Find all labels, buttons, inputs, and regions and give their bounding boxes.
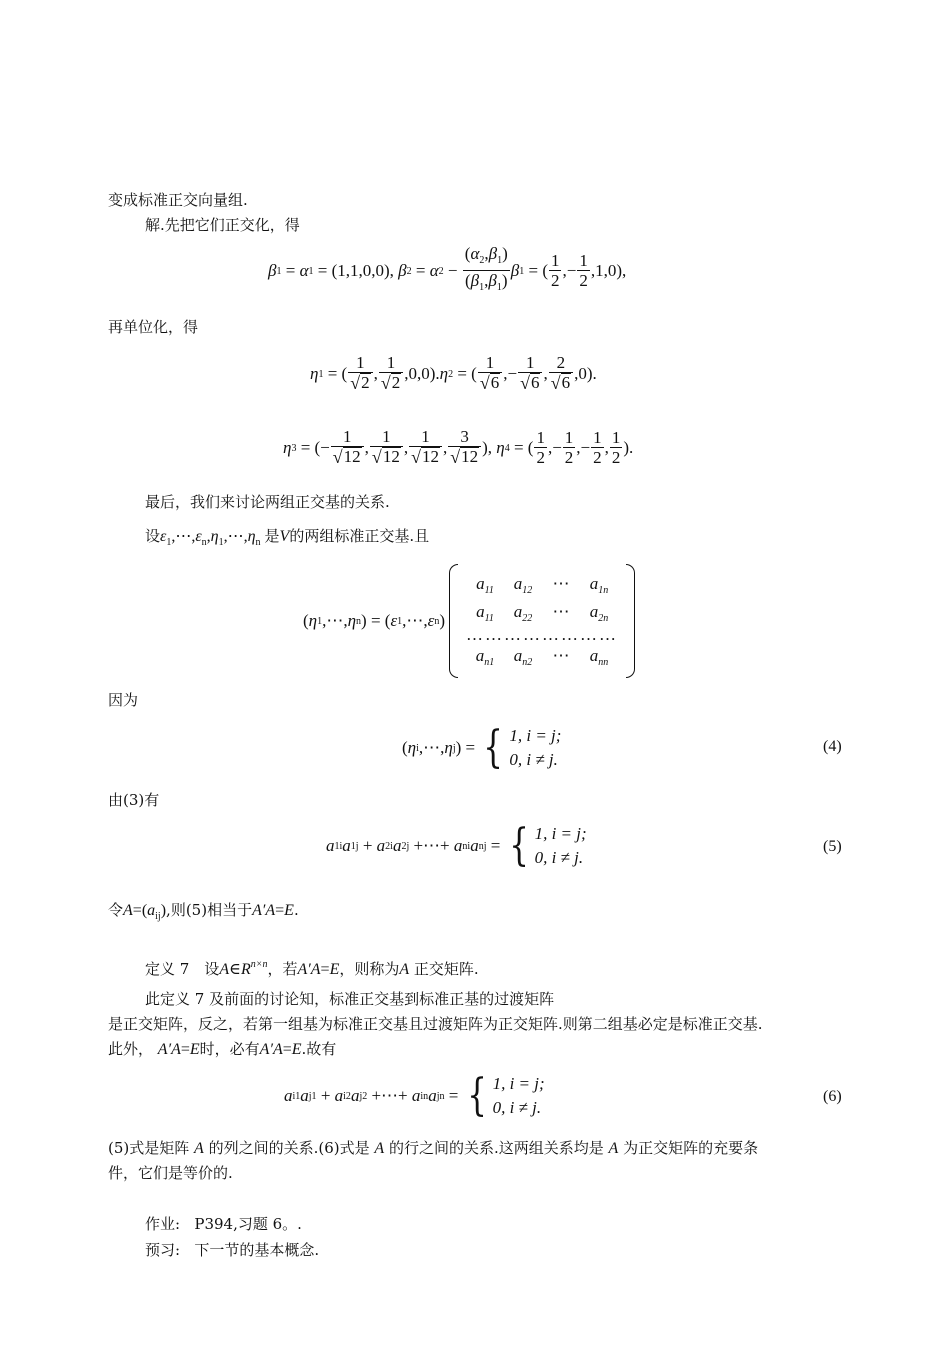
text-line-basis: 设$\varepsilon_1,\cdots,\varepsilon_n,\eta_1,\cdots,\eta_n$ 是V的两组标准正交基.且: [145, 527, 430, 548]
transition-matrix-entries: $a_{11}$ $a_{12}$ ⋯ $a_{1n}$ $a_{11}$ $a_{22}$ ⋯ $a_{2n}$ …………………… $a_{n1}$ $a_{n2}$ ⋯ $a_{nn}$: [466, 574, 619, 668]
text-line-converse: 是正交矩阵，反之，若第一组基为标准正交基且过渡矩阵为正交矩阵.则第二组基必定是标准正交基.: [108, 1015, 763, 1033]
equation-transition-matrix: ( η 1 ,⋯, η n ) = ( ε 1 ,⋯, ε n ) $a_{11}$ $a_{12}$ ⋯ $a_{1n}$ $a_{11}$ $a_{22}$ ⋯ $a_{2n}$ …………………… $a_{n1}$ $a_{n2}$ ⋯ $a_{nn}$: [303, 560, 635, 682]
equation-number-4: (4): [823, 738, 842, 755]
equation-orthogonalize: β 1 = α 1 = (1,1,0,0), β 2 = α 2 − $\frac{(\alpha_2,\beta_1)}{(\beta_1,\beta_1)}$ β 1 = ( $\frac{1}{2}$ ,− $\frac{1}{2}$ ,1,0),: [268, 248, 626, 294]
solution-intro: 解.先把它们正交化，得: [145, 216, 300, 234]
because-label: 因为: [108, 691, 139, 709]
text-line-relations: (5)式是矩阵 A 的列之间的关系.(6)式是 A 的行之间的关系.这两组关系均是 A 为正交矩阵的充要条: [108, 1139, 759, 1157]
text-line-1: 变成标准正交向量组.: [108, 191, 248, 209]
text-line-moreover: 此外， A′A=E时，必有A′A=E.故有: [108, 1040, 337, 1058]
discussion-intro: 最后，我们来讨论两组正交基的关系.: [145, 493, 390, 511]
normalize-intro: 再单位化，得: [108, 318, 199, 336]
from-3-label: 由(3)有: [108, 791, 160, 809]
equation-4: ( η i ,⋯, η j ) = { 1, i = j; 0, i ≠ j.: [402, 722, 562, 773]
equation-number-6: (6): [823, 1088, 842, 1105]
equation-6: a i1 a j1 + a i2 a j2 +⋯+ a in a jn = { 1, i = j; 0, i ≠ j.: [284, 1070, 545, 1121]
equation-eta1-eta2: η 1 = ( 1 √ 2 , 1 √ 2 ,0,0). η 2 = ( 1 √ 6 ,− 1 √ 6 , 2 √ 6 ,0).: [310, 353, 597, 393]
text-line-let-a: 令$A=(a_{ij})$,则(5)相当于A′A=E.: [108, 901, 299, 922]
homework-line: 作业: P394,习题 6。.: [145, 1215, 302, 1233]
preview-line: 预习: 下一节的基本概念.: [145, 1241, 320, 1259]
equation-eta3-eta4: η 3 = (− 1 √ 12 , 1 √ 12 , 1 √ 12 , 3 √ 12 ), η 4 = ( $\frac{1}{2}$ ,− $\frac{1}{2}$ ,− $\frac{1}{2}$ , $\frac{1}{2}$ ).: [283, 427, 634, 467]
equation-number-5: (5): [823, 838, 842, 855]
text-line-equivalent: 件，它们是等价的.: [108, 1164, 233, 1182]
text-line-discussion: 此定义 7 及前面的讨论知，标准正交基到标准正基的过渡矩阵: [145, 990, 555, 1008]
definition-7: 定义 7 设$A\in R^{n\times n}$，若A′A=E，则称为A 正交矩阵.: [145, 959, 479, 978]
equation-5: a 1i a 1j + a 2i a 2j +⋯+ a ni a nj = { 1, i = j; 0, i ≠ j.: [326, 820, 587, 871]
